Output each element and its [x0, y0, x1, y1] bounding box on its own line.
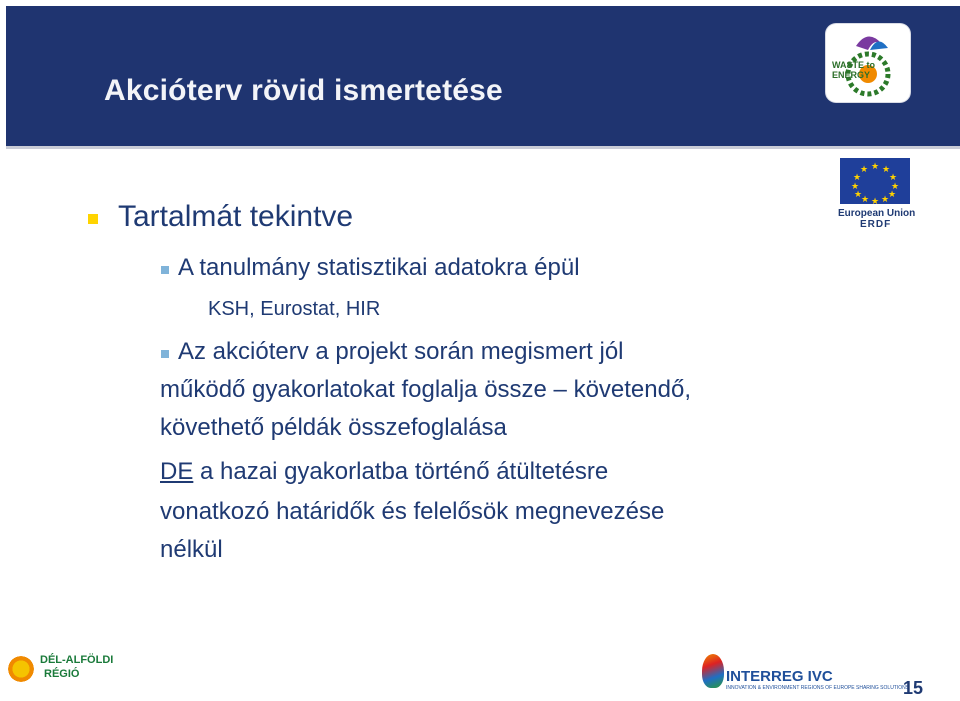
- interreg-logo: [700, 652, 910, 697]
- interreg-flame-icon: [702, 654, 724, 688]
- de-line-3: nélkül: [160, 536, 223, 563]
- blue-square-bullet-icon: [161, 266, 169, 274]
- sub-bullet-2-text: Az akcióterv a projekt során megismert jól: [178, 338, 624, 365]
- regio-text: RÉGIÓ: [44, 668, 80, 680]
- de-line-2: vonatkozó határidők és felelősök megnevezése: [160, 498, 665, 525]
- main-bullet-text: Tartalmát tekintve: [118, 200, 354, 233]
- waste-to-energy-text: WASTE to ENERGY: [832, 60, 875, 80]
- erdf-label: ERDF: [860, 219, 892, 230]
- slide-title: Akcióterv rövid ismertetése: [104, 74, 503, 107]
- interreg-subtitle: INNOVATION & ENVIRONMENT REGIONS OF EUROPE SHARING SOLUTIONS: [726, 685, 910, 691]
- continuation-line-1: működő gyakorlatokat foglalja össze – követendő,: [160, 376, 691, 403]
- continuation-line-2: követhető példák összefoglalása: [160, 414, 507, 441]
- page-number: 15: [903, 678, 924, 698]
- eu-logo: [838, 158, 922, 230]
- del-alfoldi-text: DÉL-ALFÖLDI: [40, 654, 114, 666]
- eu-flag-icon: ★ ★ ★ ★ ★ ★ ★ ★ ★ ★ ★ ★: [840, 158, 910, 204]
- del-alfoldi-regio-logo: [4, 650, 114, 690]
- yellow-square-bullet-icon: [88, 214, 98, 224]
- blue-square-bullet-icon: [161, 350, 169, 358]
- sub-bullet-1-text: A tanulmány statisztikai adatokra épül: [178, 254, 580, 281]
- de-line-1-rest: a hazai gyakorlatba történő átültetésre: [193, 458, 609, 485]
- interreg-name: INTERREG IVC: [726, 668, 833, 685]
- de-prefix: DE: [160, 458, 194, 485]
- de-line-1: [160, 458, 608, 486]
- eu-label: European Union: [838, 208, 916, 219]
- sun-icon: [6, 654, 36, 684]
- sources-text: KSH, Eurostat, HIR: [208, 298, 381, 320]
- slide-header: [0, 0, 960, 150]
- waste-to-energy-logo: [826, 24, 910, 102]
